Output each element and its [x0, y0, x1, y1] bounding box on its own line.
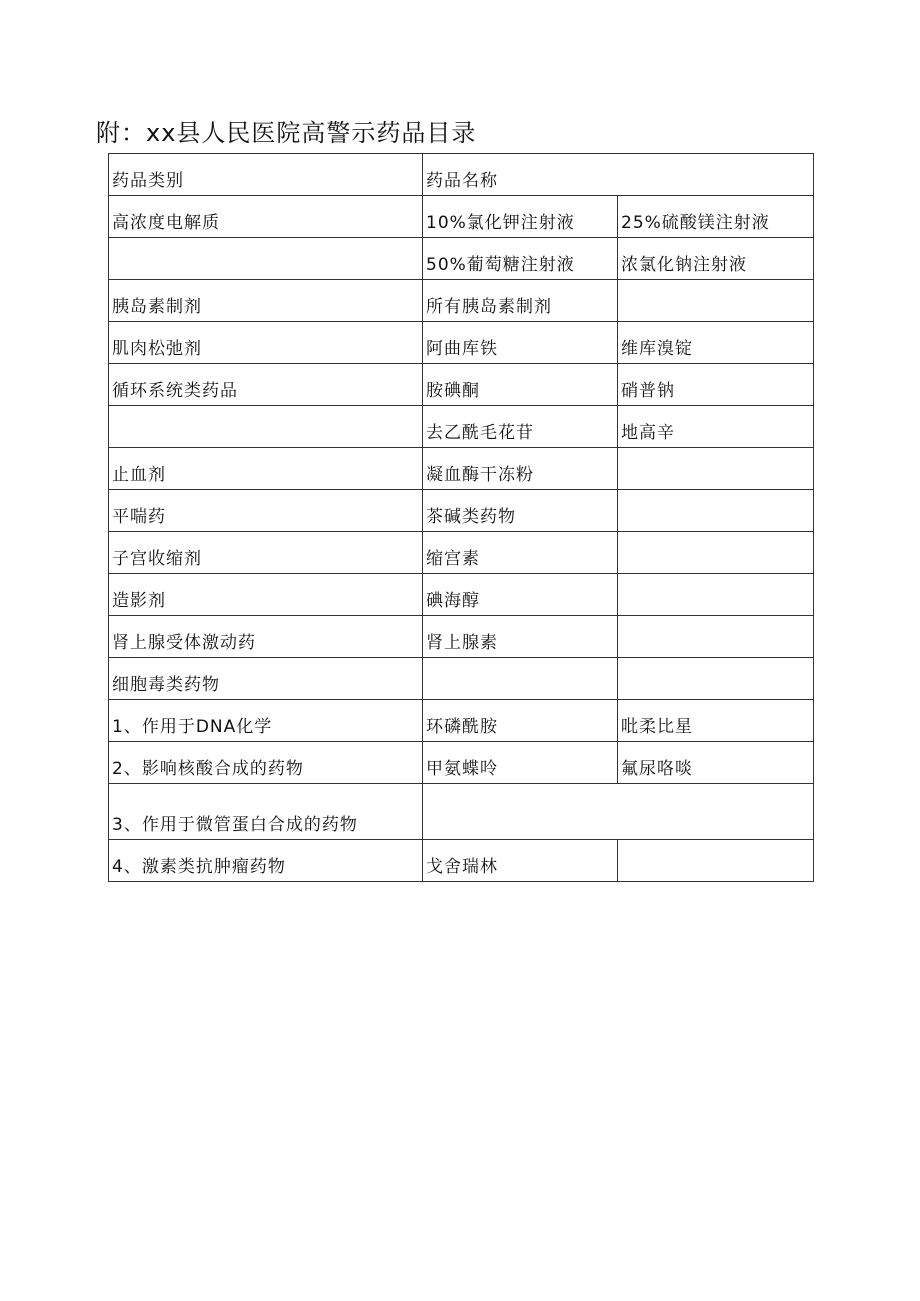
table-row — [109, 742, 814, 784]
drug-cell: 戈舍瑞林 — [423, 840, 618, 882]
category-cell: 止血剂 — [109, 448, 423, 490]
drug-cell: 地高辛 — [618, 406, 814, 448]
drug-cell — [618, 658, 814, 700]
category-cell: 1、作用于DNA化学 — [109, 700, 423, 742]
category-cell: 子宫收缩剂 — [109, 532, 423, 574]
category-cell: 高浓度电解质 — [109, 196, 423, 238]
drug-cell: 甲氨蝶呤 — [423, 742, 618, 784]
drug-cell: 凝血酶干冻粉 — [423, 448, 618, 490]
table-row — [109, 490, 814, 532]
header-category: 药品类别 — [109, 154, 423, 196]
table-row — [109, 616, 814, 658]
table-row — [109, 364, 814, 406]
drug-cell: 碘海醇 — [423, 574, 618, 616]
drug-cell — [423, 784, 814, 840]
drug-cell: 阿曲库铁 — [423, 322, 618, 364]
drug-cell — [618, 840, 814, 882]
category-cell: 肌肉松弛剂 — [109, 322, 423, 364]
category-cell: 循环系统类药品 — [109, 364, 423, 406]
drug-cell — [618, 280, 814, 322]
table-row — [109, 840, 814, 882]
document-title: 附：xx县人民医院高警示药品目录 — [96, 119, 477, 147]
drug-cell: 50%葡萄糖注射液 — [423, 238, 618, 280]
table-row — [109, 532, 814, 574]
drug-cell: 10%氯化钾注射液 — [423, 196, 618, 238]
table-row — [109, 448, 814, 490]
drug-table — [108, 153, 814, 882]
category-cell: 造影剂 — [109, 574, 423, 616]
drug-cell: 浓氯化钠注射液 — [618, 238, 814, 280]
category-cell: 平喘药 — [109, 490, 423, 532]
table-header-row — [109, 154, 814, 196]
table-row — [109, 196, 814, 238]
drug-cell: 吡柔比星 — [618, 700, 814, 742]
drug-cell: 环磷酰胺 — [423, 700, 618, 742]
drug-cell: 氟尿咯啖 — [618, 742, 814, 784]
table-row — [109, 700, 814, 742]
drug-cell: 胺碘酮 — [423, 364, 618, 406]
drug-cell: 25%硫酸镁注射液 — [618, 196, 814, 238]
category-cell: 3、作用于微管蛋白合成的药物 — [109, 784, 423, 840]
drug-cell — [618, 490, 814, 532]
header-drug-name: 药品名称 — [423, 154, 814, 196]
drug-cell — [618, 574, 814, 616]
table-row — [109, 784, 814, 840]
category-cell — [109, 406, 423, 448]
drug-cell: 所有胰岛素制剂 — [423, 280, 618, 322]
table-row — [109, 322, 814, 364]
category-cell: 2、影响核酸合成的药物 — [109, 742, 423, 784]
drug-cell: 维库溴锭 — [618, 322, 814, 364]
table-row — [109, 280, 814, 322]
drug-cell: 缩宫素 — [423, 532, 618, 574]
drug-cell: 去乙酰毛花苷 — [423, 406, 618, 448]
drug-cell: 茶碱类药物 — [423, 490, 618, 532]
category-cell — [109, 238, 423, 280]
drug-cell — [423, 658, 618, 700]
table-row — [109, 406, 814, 448]
drug-cell: 硝普钠 — [618, 364, 814, 406]
table-row — [109, 658, 814, 700]
category-cell: 4、激素类抗肿瘤药物 — [109, 840, 423, 882]
drug-cell: 肾上腺素 — [423, 616, 618, 658]
drug-cell — [618, 532, 814, 574]
drug-cell — [618, 448, 814, 490]
drug-cell — [618, 616, 814, 658]
table-row — [109, 574, 814, 616]
category-cell: 胰岛素制剂 — [109, 280, 423, 322]
category-cell: 细胞毒类药物 — [109, 658, 423, 700]
category-cell: 肾上腺受体激动药 — [109, 616, 423, 658]
table-row — [109, 238, 814, 280]
